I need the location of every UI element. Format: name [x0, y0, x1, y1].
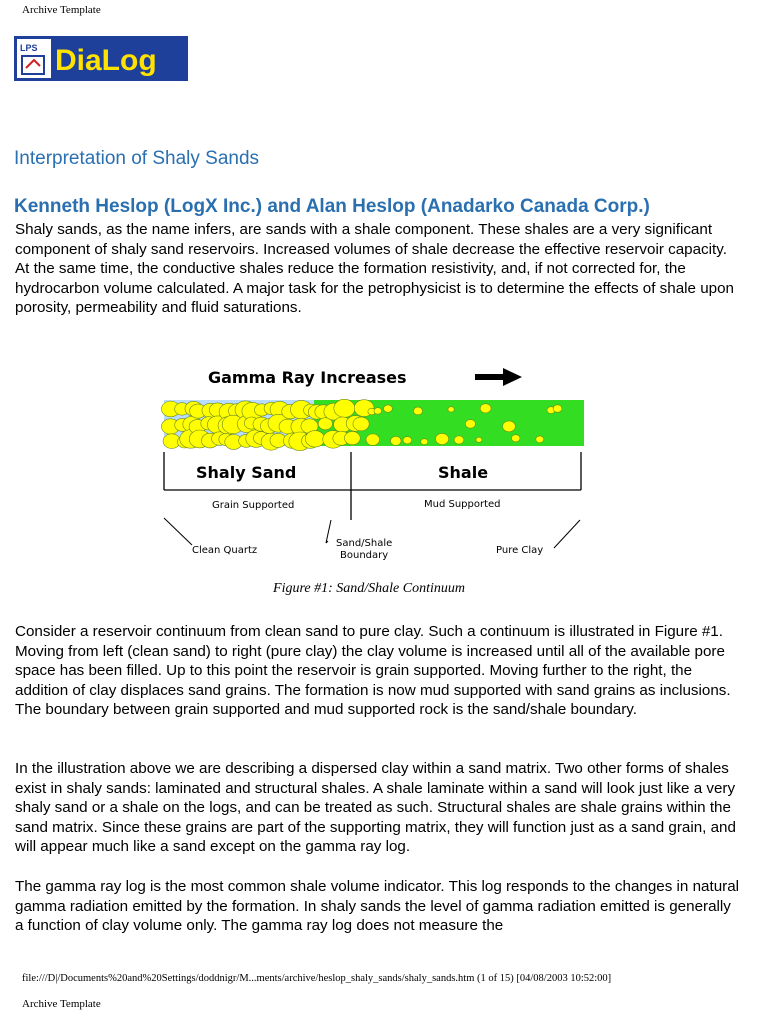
- label-clean-quartz: Clean Quartz: [192, 545, 258, 556]
- sand-grain: [436, 433, 449, 444]
- label-sand-shale-line1: Sand/Shale: [336, 538, 393, 549]
- sand-grain: [334, 399, 355, 417]
- sand-grain: [480, 404, 491, 413]
- sand-grain: [374, 408, 382, 415]
- paragraph-intro: Shaly sands, as the name infers, are sands with a shale component. These shales are a very significant component of shaly sand reservoirs. Increased volumes of shale decrease the effective reservoir capacity. At the same time, the conductive shales reduce the formation resistivity, and, if not corrected for, the hydrocarbon volume calculated. A major task for the petrophysicist is to determine the effects of shale upon porosity, permeability and fluid saturations.: [15, 221, 734, 317]
- sand-grain: [390, 436, 401, 445]
- label-grain-supported: Grain Supported: [212, 500, 295, 511]
- paragraph-shale-forms: In the illustration above we are describing a dispersed clay within a sand matrix. Two other forms of shales exist in shaly sands: laminated and structural shales. A shale laminate within a sand will look just like a very shaly sand or a shale on the logs, and can be treated as such. Structural shales are shale grains within the sand matrix. Since these grains are part of the supporting matrix, they will function just as a sand grain, and will appear much like a sand except on the gamma ray log.: [15, 760, 736, 856]
- sand-grain: [465, 420, 475, 429]
- footer-file-path: file:///D|/Documents%20and%20Settings/doddnigr/M...ments/archive/heslop_shaly_sands/shaly_sands.htm (1 of 15) [04/08/2003 10:52:00]: [22, 973, 612, 984]
- header-template-label: Archive Template: [22, 4, 101, 16]
- article-authors: Kenneth Heslop (LogX Inc.) and Alan Heslop (Anadarko Canada Corp.): [14, 196, 650, 217]
- logo-name: DiaLog: [55, 44, 157, 77]
- sand-grain: [353, 417, 369, 431]
- sand-grain: [344, 431, 360, 444]
- sand-grain: [305, 431, 324, 448]
- figure-heading: Gamma Ray Increases: [208, 368, 407, 387]
- figure-caption: Figure #1: Sand/Shale Continuum: [273, 581, 465, 596]
- paragraph-continuum: Consider a reservoir continuum from clean sand to pure clay. Such a continuum is illustrated in Figure #1. Moving from left (clean sand) to right (pure clay) the clay volume is increased until all of the available pore space has been filled. Up to this point the reservoir is grain supported. Moving further to the right, the addition of clay displaces sand grains. The formation is now mud supported with sand grains as inclusions. The boundary between grain supported and mud supported rock is the sand/shale boundary.: [15, 623, 731, 719]
- label-pure-clay: Pure Clay: [496, 545, 544, 556]
- sand-grain: [384, 405, 393, 412]
- section-shale: Shale: [438, 463, 489, 482]
- arrow-right-icon: [475, 368, 522, 386]
- sand-grain: [553, 405, 562, 412]
- sand-grain: [421, 439, 428, 445]
- section-shaly-sand: Shaly Sand: [196, 463, 297, 482]
- sand-grain: [536, 436, 544, 443]
- dialog-logo: [14, 36, 188, 81]
- sand-grain: [503, 421, 516, 432]
- footer-template-label: Archive Template: [22, 998, 101, 1010]
- sand-grain: [403, 437, 412, 444]
- figure-sand-shale-continuum: [160, 360, 590, 575]
- sand-grain: [448, 407, 454, 412]
- sand-grain: [476, 437, 482, 442]
- label-mud-supported: Mud Supported: [424, 499, 501, 510]
- sand-grain: [366, 434, 380, 446]
- label-sand-shale-line2: Boundary: [340, 550, 389, 561]
- sand-grain: [511, 435, 519, 442]
- sand-grain: [413, 407, 422, 415]
- article-title: Interpretation of Shaly Sands: [14, 148, 260, 169]
- logo-badge-text: LPS: [20, 43, 38, 53]
- paragraph-gamma-ray: The gamma ray log is the most common shale volume indicator. This log responds to the changes in natural gamma radiation emitted by the formation. In shaly sands the level of gamma radiation emitted is generally a function of clay volume only. The gamma ray log does not measure the: [15, 878, 740, 935]
- sand-grain: [454, 436, 464, 444]
